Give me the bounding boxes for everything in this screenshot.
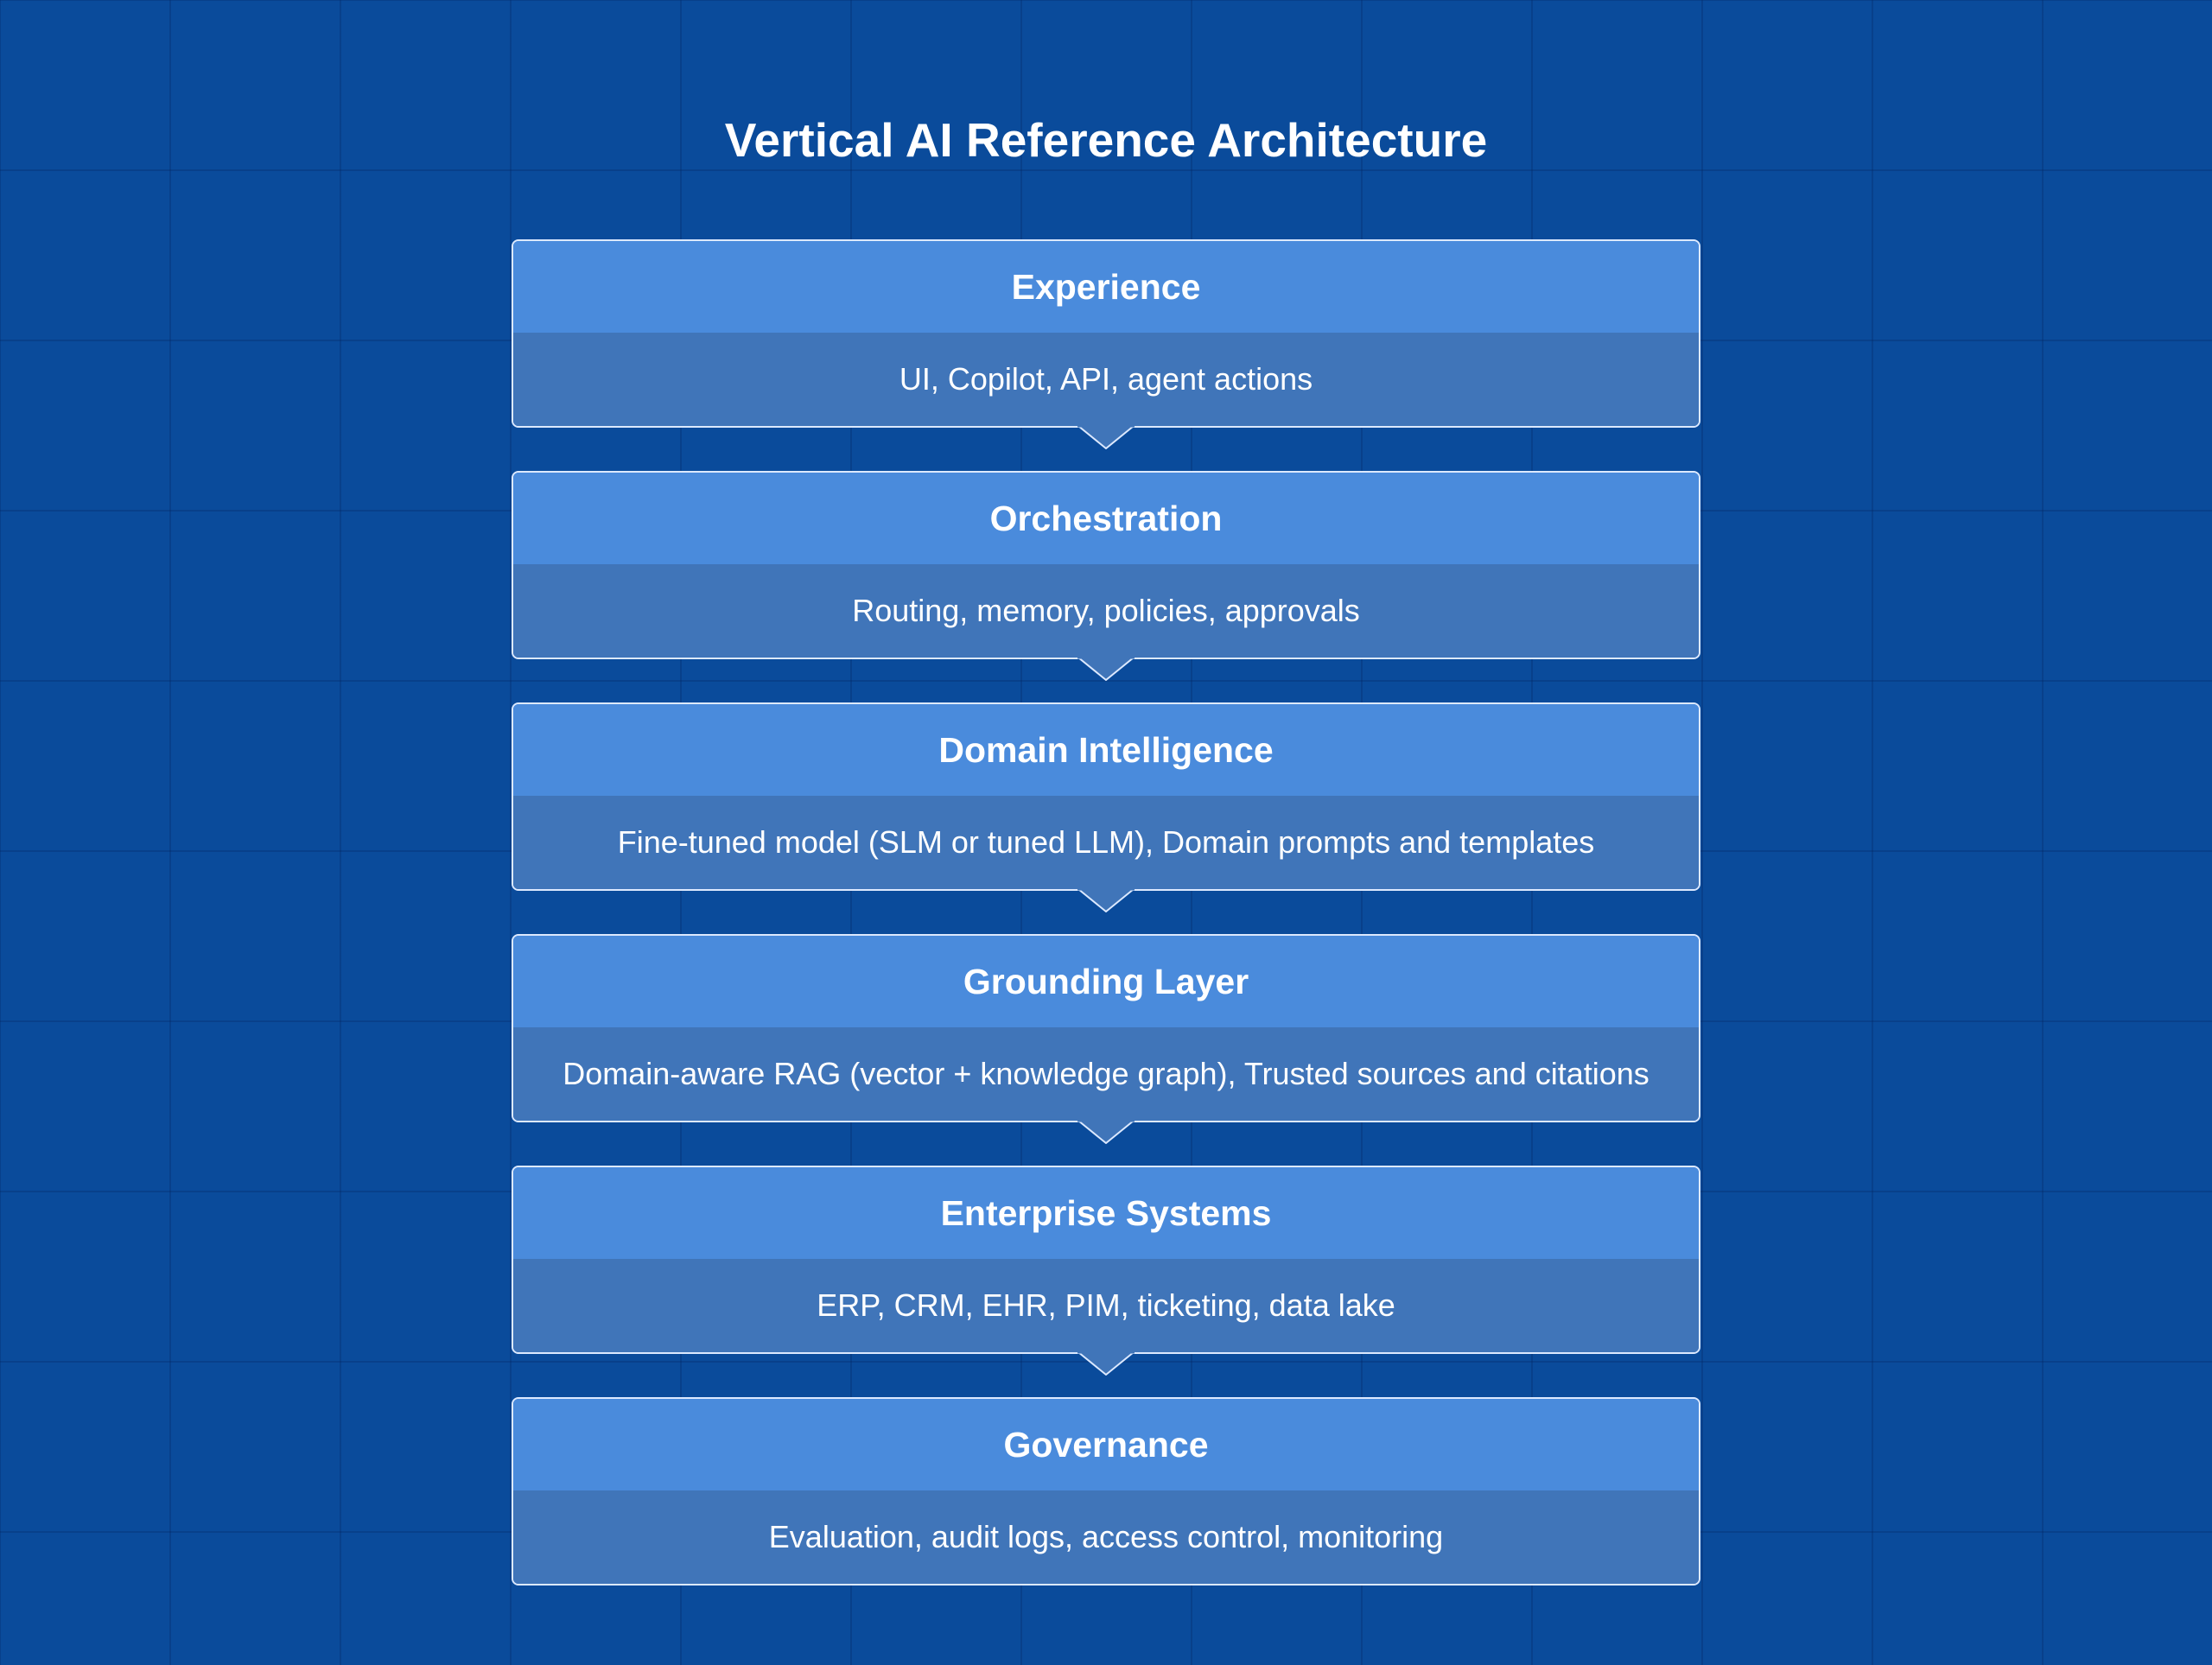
layer-title: Grounding Layer <box>513 936 1699 1027</box>
layer-title: Experience <box>513 241 1699 333</box>
layer-box <box>512 702 1700 891</box>
layer-description: UI, Copilot, API, agent actions <box>513 333 1699 426</box>
layer-description: Fine-tuned model (SLM or tuned LLM), Domain prompts and templates <box>513 796 1699 889</box>
layer-description: Routing, memory, policies, approvals <box>513 564 1699 658</box>
layer-box <box>512 1166 1700 1354</box>
diagram-title: Vertical AI Reference Architecture <box>724 113 1488 167</box>
layer-title: Governance <box>513 1399 1699 1490</box>
layer-grounding <box>512 934 1700 1122</box>
layer-description: Evaluation, audit logs, access control, monitoring <box>513 1490 1699 1584</box>
down-arrow-connector <box>1078 658 1134 683</box>
layer-description: Domain-aware RAG (vector + knowledge graph), Trusted sources and citations <box>513 1027 1699 1121</box>
layer-domain-intelligence <box>512 702 1700 891</box>
layer-title: Domain Intelligence <box>513 704 1699 796</box>
layer-governance <box>512 1397 1700 1586</box>
layer-box <box>512 239 1700 428</box>
layer-box <box>512 471 1700 659</box>
down-arrow-connector <box>1078 426 1134 452</box>
down-arrow-connector <box>1078 889 1134 915</box>
down-arrow-connector <box>1078 1352 1134 1378</box>
layer-description: ERP, CRM, EHR, PIM, ticketing, data lake <box>513 1259 1699 1352</box>
layer-orchestration <box>512 471 1700 659</box>
layer-box <box>512 934 1700 1122</box>
layer-title: Orchestration <box>513 473 1699 564</box>
layer-title: Enterprise Systems <box>513 1167 1699 1259</box>
layer-box <box>512 1397 1700 1586</box>
layer-experience <box>512 239 1700 428</box>
down-arrow-connector <box>1078 1121 1134 1147</box>
layer-enterprise-systems <box>512 1166 1700 1354</box>
